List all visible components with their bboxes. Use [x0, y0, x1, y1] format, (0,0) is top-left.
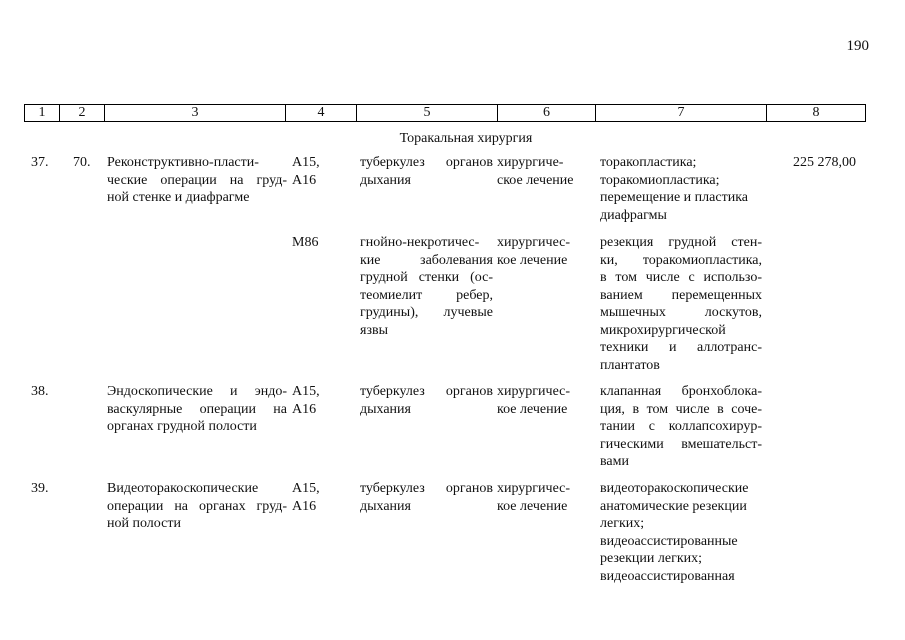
col-header-2: 2: [60, 105, 105, 122]
patient-model: туберкулез органов дыхания: [360, 481, 493, 514]
row-number: 39.: [31, 481, 49, 496]
patient-model: гнойно-некротичес- кие заболевания грудной стенки (ос- теомиелит ребер, грудины), лучевые язвы: [360, 235, 493, 338]
col-header-8: 8: [767, 105, 866, 122]
treatment-method: видеоторакоскопические анатомические резекции легких; видеоассистированные резекции легких; видеоассистированная: [600, 481, 749, 584]
col-header-3: 3: [105, 105, 286, 122]
col-header-4: 4: [286, 105, 357, 122]
icd-codes: A15, A16: [292, 481, 320, 514]
intervention-name: Видеоторакоскопические операции на органах груд- ной полости: [107, 481, 287, 531]
icd-codes: A15, A16: [292, 155, 320, 188]
row-number: 37.: [31, 155, 49, 170]
icd-codes: M86: [292, 235, 319, 250]
col-header-5: 5: [357, 105, 498, 122]
treatment-type: хирургичес- кое лечение: [497, 481, 571, 514]
treatment-type: хирургичес- кое лечение: [497, 384, 571, 417]
col-header-6: 6: [498, 105, 596, 122]
icd-codes: A15, A16: [292, 384, 320, 417]
patient-model: туберкулез органов дыхания: [360, 384, 493, 417]
treatment-type: хирургиче- ское лечение: [497, 155, 574, 188]
cost-value: 225 278,00: [793, 155, 856, 170]
page-number: 190: [846, 38, 869, 54]
group-number: 70.: [73, 155, 91, 170]
treatment-method: клапанная бронхоблока- ция, в том числе в соче- тании с коллапсохирур- гическими вмешательст- вами: [600, 384, 762, 469]
treatment-type: хирургичес- кое лечение: [497, 235, 571, 268]
section-title: Торакальная хирургия: [399, 131, 533, 146]
col-header-1: 1: [25, 105, 60, 122]
column-number-header: [24, 104, 866, 122]
patient-model: туберкулез органов дыхания: [360, 155, 493, 188]
intervention-name: Эндоскопические и эндо- васкулярные операции на органах грудной полости: [107, 384, 287, 434]
intervention-name: Реконструктивно-пласти- ческие операции на груд- ной стенке и диафрагме: [107, 155, 287, 205]
treatment-method: торакопластика; торакомиопластика; перемещение и пластика диафрагмы: [600, 155, 748, 223]
treatment-method: резекция грудной стен- ки, торакомиопластика, в том числе с использо- ванием перемещенных мышечных лоскутов, микрохирургической техники и аллотранс- плантатов: [600, 235, 762, 373]
col-header-7: 7: [596, 105, 767, 122]
row-number: 38.: [31, 384, 49, 399]
